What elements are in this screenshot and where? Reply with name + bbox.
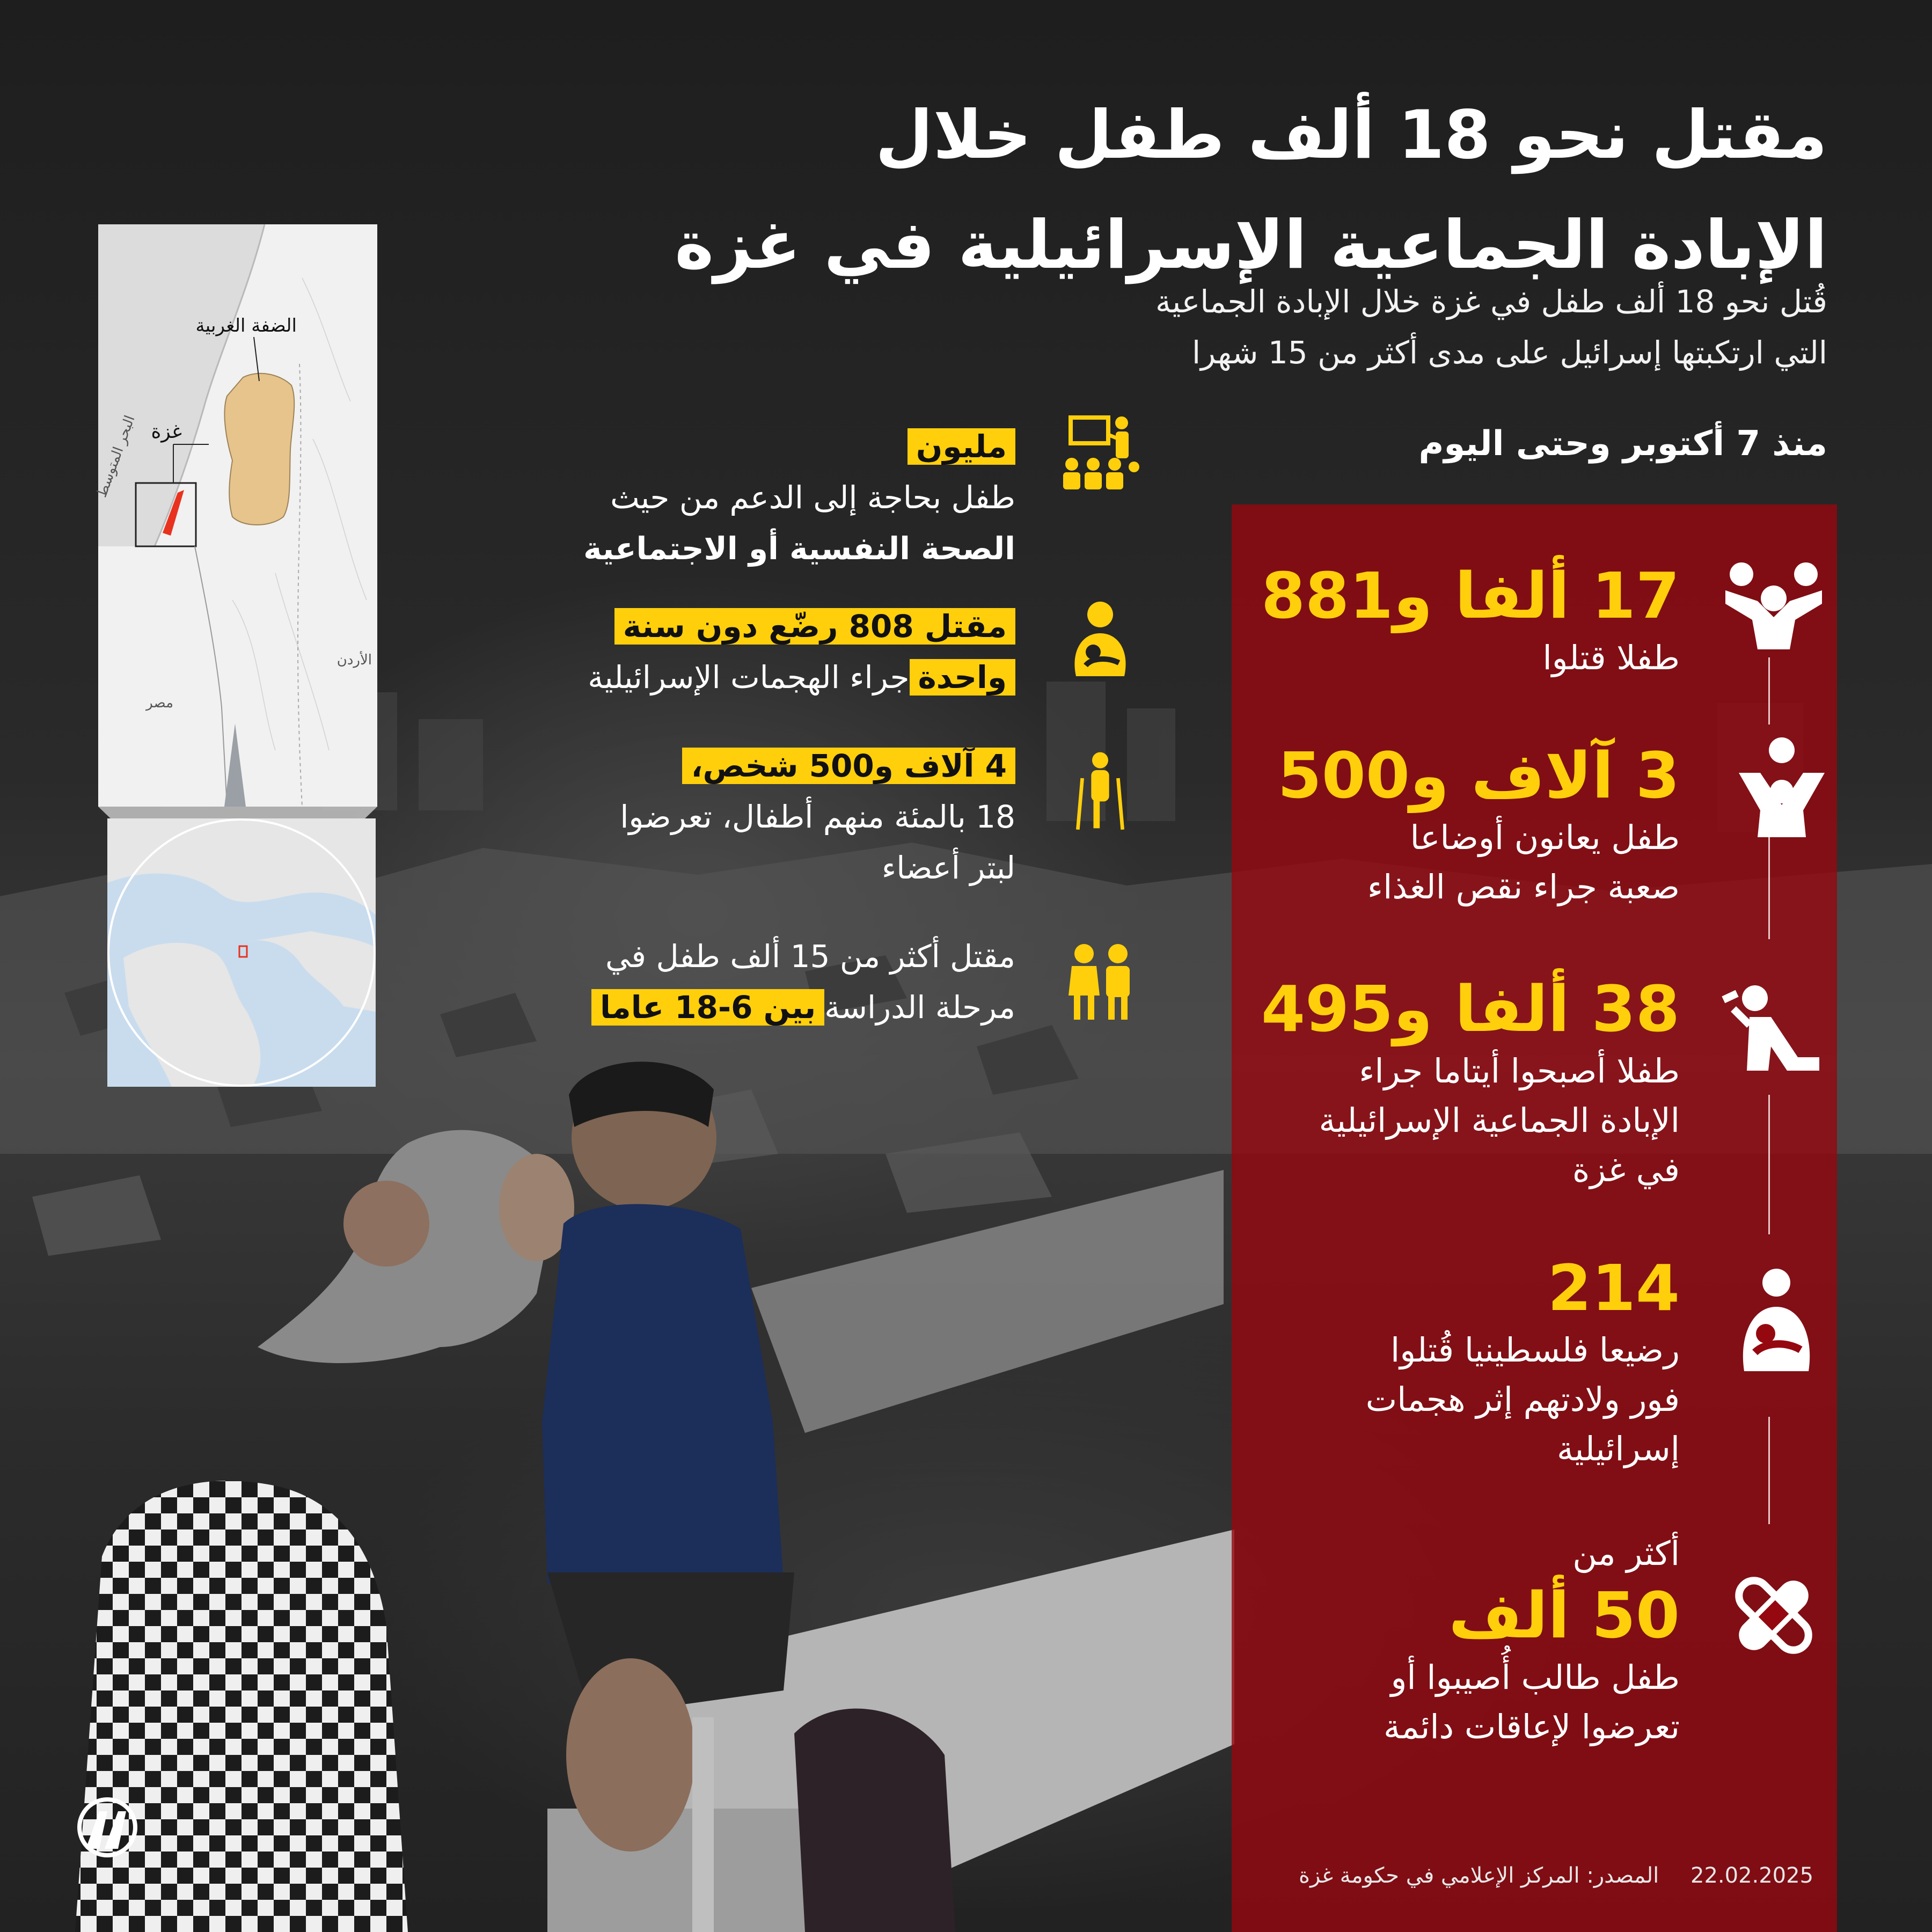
map-label-west-bank: الضفة الغربية — [195, 315, 297, 336]
region-map — [93, 224, 377, 807]
publish-date: 22.02.2025 — [1690, 1863, 1814, 1888]
since-label: منذ 7 أكتوبر وحتى اليوم — [1418, 424, 1827, 464]
bandage-icon — [1720, 1562, 1827, 1669]
mother-infant-icon — [1060, 598, 1140, 679]
info-item-amputation: 4 آلاف و500 شخص، 18 بالمئة منهم أطفال، تعرضوا لبتر أعضاء — [620, 748, 1015, 886]
stat-malnutrition: 3 آلاف و500 طفل يعانون أوضاعا صعبة جراء نقص الغذاء — [1277, 738, 1680, 906]
info-item-students: مقتل أكثر من 15 ألف طفل في مرحلة الدراسةبين 6-18 عاما — [591, 931, 1015, 1033]
info-highlight: مليون — [908, 428, 1015, 465]
family-icon — [1720, 558, 1827, 665]
info-item-infants: مقتل 808 رضّع دون سنة واحدةجراء الهجمات الإسرائيلية — [588, 601, 1015, 703]
crutch-child-icon — [1060, 751, 1140, 832]
mother-baby-icon — [1723, 1267, 1830, 1374]
map-label-egypt: مصر — [146, 695, 173, 711]
kneeling-person-icon — [1717, 977, 1825, 1084]
stat-injured: أكثر من 50 ألف طفل طالب أُصيبوا أو تعرضوا لإعاقات دائمة — [1383, 1534, 1680, 1746]
stat-killed: 17 ألفا و881 طفلا قتلوا — [1261, 559, 1680, 677]
boy-sweater — [542, 1204, 784, 1583]
stat-orphans: 38 ألفا و495 طفلا أصبحوا أيتاما جراء الإبادة الجماعية الإسرائيلية في غزة — [1261, 972, 1680, 1189]
photo-scene — [0, 1046, 1234, 1932]
page-subtitle: قُتل نحو 18 ألف طفل في غزة خلال الإبادة الجماعية التي ارتكبتها إسرائيل على مدى أكثر من 15 شهرا — [1155, 283, 1827, 371]
map-label-gaza: غزة — [151, 421, 182, 443]
child-caregiver-icon — [1728, 735, 1835, 843]
page-title: مقتل نحو 18 ألف طفل خلال الإبادة الجماعية الإسرائيلية في غزة — [675, 97, 1827, 284]
info-item-support: مليون طفل بحاجة إلى الدعم من حيث الصحة النفسية أو الاجتماعية — [583, 428, 1015, 567]
students-icon — [1060, 942, 1140, 1022]
classroom-icon — [1060, 413, 1140, 494]
map-label-jordan: الأردن — [336, 652, 372, 668]
agency-logo-icon — [75, 1798, 140, 1857]
map-label-sea: البحر المتوسط — [93, 413, 138, 500]
west-bank-area — [224, 374, 294, 525]
woman-coat — [75, 1481, 408, 1932]
source-note: المصدر: المركز الإعلامي في حكومة غزة — [1299, 1863, 1659, 1888]
stat-newborns: 214 رضيعا فلسطينيا قُتلوا فور ولادتهم إثر هجمات إسرائيلية — [1365, 1251, 1680, 1468]
